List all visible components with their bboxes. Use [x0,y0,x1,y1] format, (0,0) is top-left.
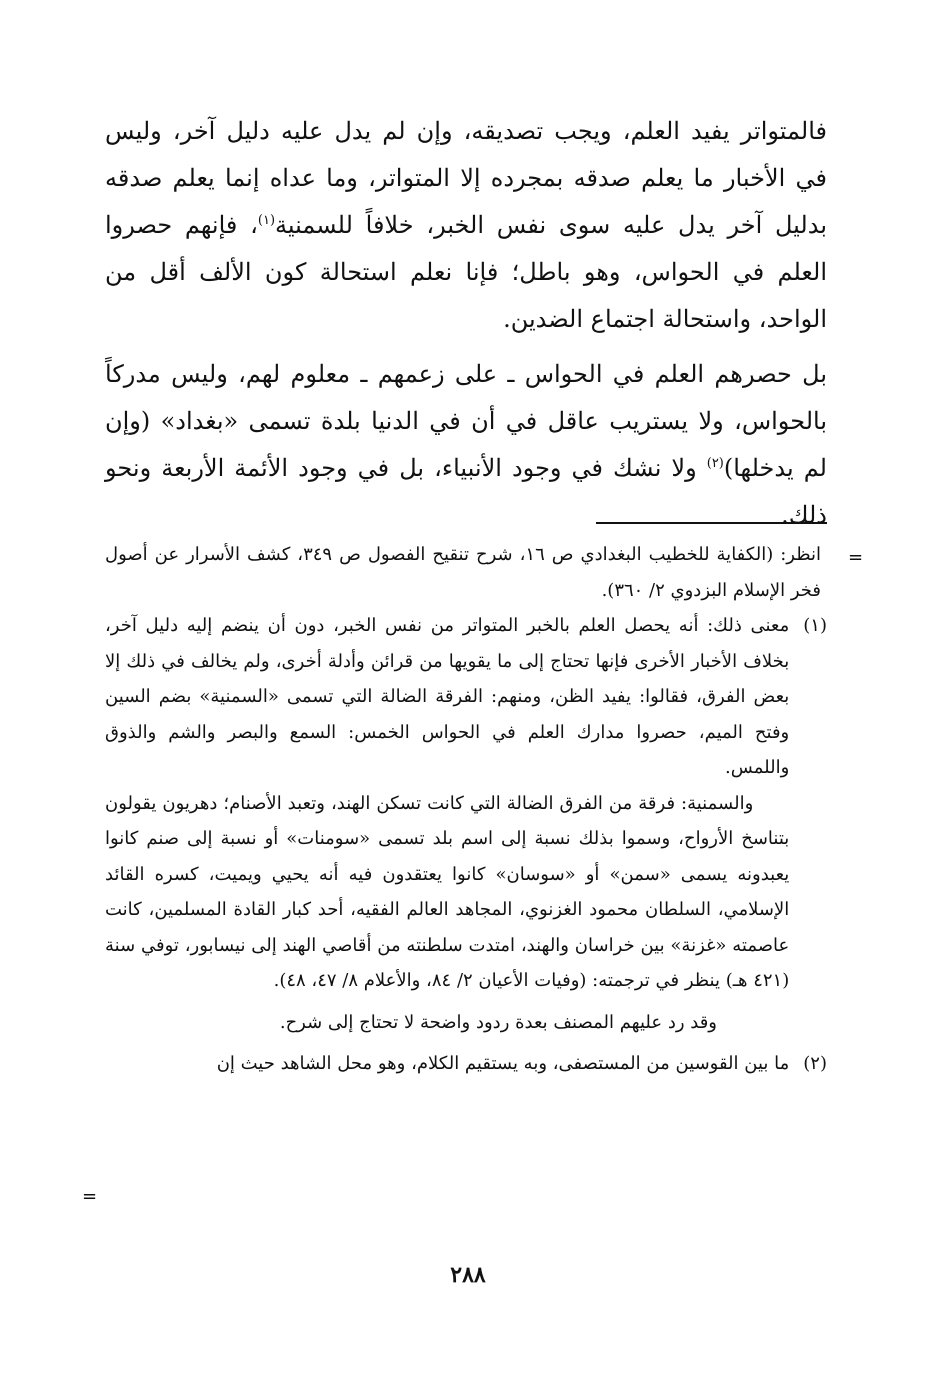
footnotes [105,537,827,1082]
footnote-ref-1: (١) [257,213,276,228]
footnote-ref-2: (٢) [706,456,724,471]
footnote-1-sumaniyya-paragraph: والسمنية: فرقة من الفرق الضالة التي كانت تسكن الهند، وتعبد الأصنام؛ دهريون يقولون بتناسخ الأرواح، وسموا بذلك نسبة إلى اسم بلد تسمى «سومنات» أو نسبة إلى صنم كانوا يعبدونه يسمى «سمن» أو «سوسان» كانوا يعتقدون فيه أنه يحيي ويميت، كسره القائد الإسلامي، السلطان محمود الغزنوي، المجاهد العالم الفقيه، أحد كبار القادة المسلمين، كانت عاصمته «غزنة» بين خراسان والهند، امتدت سلطنته من أقاصي الهند إلى نيسابور، توفي سنة (٤٢١ هـ) ينظر في ترجمته: (وفيات الأعيان ٢/ ٨٤، والأعلام ٨/ ٤٧، ٤٨). [105,792,790,991]
page-number: ٢٨٨ [450,1262,486,1288]
footnote-2-text: ما بين القوسين من المستصفى، وبه يستقيم الكلام، وهو محل الشاهد حيث إن [216,1053,790,1074]
paragraph-1-part-2: ، فإنهم حصروا العلم في الحواس، وهو باطل؛ فإنا نعلم استحالة كون الألف أقل من الواحد، واستحالة اجتماع الضدين. [105,211,827,333]
main-paragraph-2 [105,351,827,539]
main-text [105,108,827,539]
continuation-mark: = [848,547,864,568]
paragraph-2-part-2: ولا نشك في وجود الأنبياء، بل في وجود الأئمة الأربعة ونحو ذلك. [105,454,827,529]
footnote-1-closing: وقد رد عليهم المصنف بعدة ردود واضحة لا تحتاج إلى شرح. [279,1011,717,1033]
continued-mark: = [82,1186,98,1207]
footnote-1-number: (١) [803,615,827,636]
paragraph-1-part-1: فالمتواتر يفيد العلم، ويجب تصديقه، وإن لم يدل عليه دليل آخر، وليس في الأخبار ما يعلم صدقه بمجرده إلا المتواتر، وما عداه إنما يعلم صدقه بدليل آخر يدل عليه سوى نفس الخبر، خلافاً للسمنية [105,117,828,239]
footnote-2 [105,1046,827,1082]
main-paragraph-1 [105,108,827,343]
footnote-separator-line [596,522,827,524]
paragraph-2-part-1: بل حصرهم العلم في الحواس ـ على زعمهم ـ معلوم لهم، وليس مدركاً بالحواس، ولا يستريب عاقل في أن في الدنيا بلدة تسمى «بغداد» (وإن لم يدخلها) [105,360,827,482]
footnote-1-text: معنى ذلك: أنه يحصل العلم بالخبر المتواتر من نفس الخبر، دون أن ينضم إليه دليل آخر، بخلاف الأخبار الأخرى فإنها تحتاج إلى ما يقويها من قرائن وأدلة أخرى، ولم يخالف في ذلك إلا بعض الفرق، فقالوا: يفيد الظن، ومنهم: الفرقة الضالة التي تسمى «السمنية» بضم السين وفتح الميم، حصروا مدارك العلم في الحواس الخمس: السمع والبصر والشم والذوق واللمس. [105,615,790,778]
footnote-1-body [105,608,789,999]
footnote-1 [105,608,827,999]
footnote-continuation: انظر: (الكفاية للخطيب البغدادي ص ١٦، شرح تنقيح الفصول ص ٣٤٩، كشف الأسرار عن أصول فخر الإسلام البزدوي ٢/ ٣٦٠). [105,544,821,601]
footnote-2-number: (٢) [803,1053,827,1074]
